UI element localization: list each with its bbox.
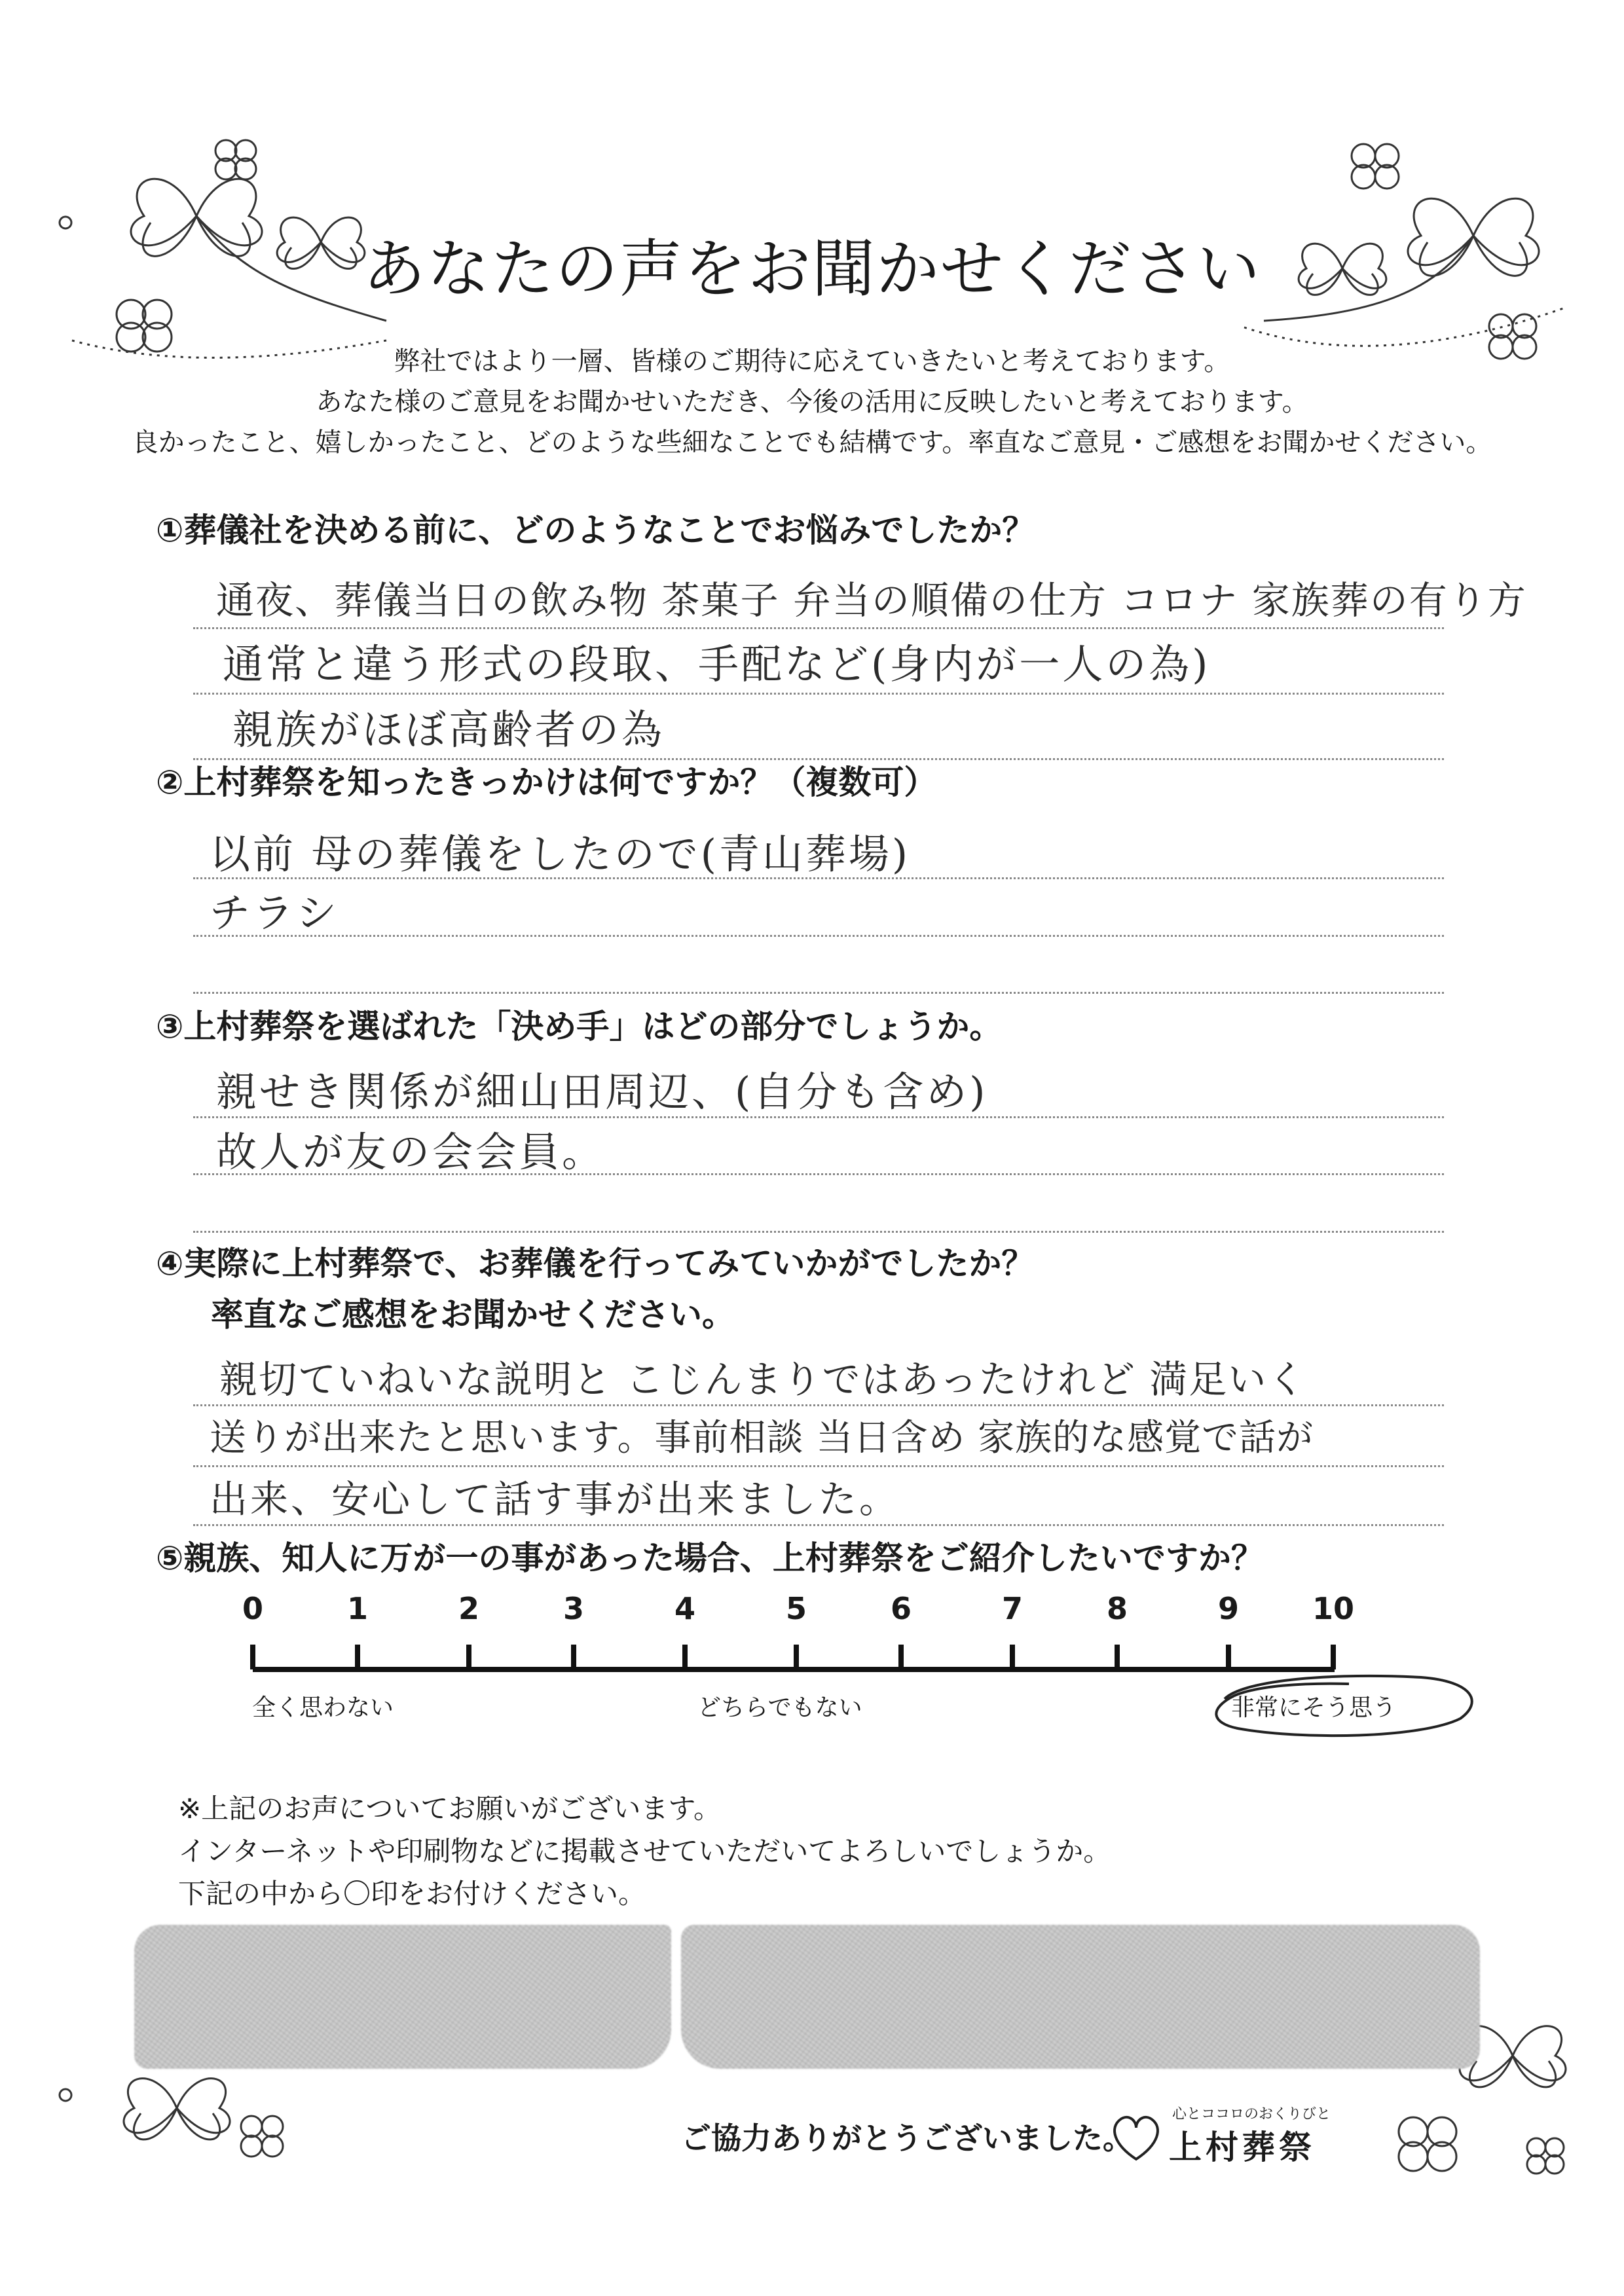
question-1-answer-3: 親族がほぼ高齢者の為 [232, 706, 665, 754]
handwritten-circle-mark [1205, 1663, 1493, 1748]
notice-line-2: インターネットや印刷物などに掲載させていただいてよろしいでしょうか。 [178, 1835, 1111, 1867]
notice-line-3: 下記の中から〇印をお付けください。 [178, 1878, 646, 1910]
scale-tick-1: 1 [346, 1591, 368, 1626]
question-1-answer-1: 通夜、葬儀当日の飲み物 茶菓子 弁当の順備の仕方 コロナ 家族葬の有り方 [216, 578, 1527, 623]
heart-logo-icon [1107, 2108, 1166, 2167]
scale-tick-3: 3 [563, 1591, 584, 1626]
question-4-answer-3: 出来、安心して話す事が出来ました。 [210, 1477, 900, 1522]
redacted-area-right [681, 1925, 1480, 2069]
notice-line-1: ※上記のお声についてお願いがございます。 [178, 1793, 721, 1825]
question-1-label: ①葬儀社を決める前に、どのようなことでお悩みでしたか？ [156, 511, 1035, 549]
question-4-answer-1: 親切ていねいな説明と こじんまりではあったけれど 満足いく [219, 1357, 1307, 1402]
brand-tagline: 心とココロのおくりびと [1172, 2106, 1331, 2123]
intro-line-3: 良かったこと、嬉しかったこと、どのような些細なことでも結構です。率直なご意見・ご感想をお聞かせください。 [132, 428, 1492, 458]
question-4-label: ④実際に上村葬祭で、お葬儀を行ってみていかがでしたか？ [156, 1245, 1035, 1283]
question-3-answer-2: 故人が友の会会員。 [216, 1128, 606, 1176]
scale-tick-2: 2 [458, 1591, 479, 1626]
page-title: あなたの声をお聞かせください [363, 232, 1261, 306]
redacted-area-left [134, 1925, 671, 2069]
question-4-sublabel: 率直なご感想をお聞かせください。 [211, 1296, 735, 1334]
scale-label-low: 全く思わない [252, 1694, 394, 1721]
scale-line [242, 1637, 1342, 1689]
scale-tick-9: 9 [1217, 1591, 1239, 1626]
intro-line-2: あなた様のご意見をお聞かせいただき、今後の活用に反映したいと考えております。 [316, 387, 1308, 417]
question-1-answer-2: 通常と違う形式の段取、手配など(身内が一人の為) [223, 640, 1211, 688]
question-2-label: ②上村葬祭を知ったきっかけは何ですか？（複数可） [156, 763, 937, 801]
scale-tick-10: 10 [1312, 1591, 1354, 1626]
scale-label-mid: どちらでもない [697, 1694, 862, 1721]
brand-name: 上村葬祭 [1169, 2128, 1316, 2166]
question-5-label: ⑤親族、知人に万が一の事があった場合、上村葬祭をご紹介したいですか？ [156, 1539, 1264, 1577]
question-3-label: ③上村葬祭を選ばれた「決め手」はどの部分でしょうか。 [156, 1008, 1003, 1046]
scale-tick-0: 0 [242, 1591, 263, 1626]
scale-tick-4: 4 [674, 1591, 695, 1626]
question-4-answer-2: 送りが出来たと思います。事前相談 当日含め 家族的な感覚で話が [210, 1417, 1314, 1459]
scale-tick-6: 6 [890, 1591, 912, 1626]
footer-thanks: ご協力ありがとうございました。 [681, 2121, 1133, 2156]
scale-label-high: 非常にそう思う [1231, 1694, 1397, 1721]
scale-tick-7: 7 [1001, 1591, 1023, 1626]
question-2-answer-1: 以前 母の葬儀をしたので(青山葬場) [210, 830, 911, 878]
question-2-answer-2: チラシ [210, 889, 340, 937]
intro-line-1: 弊社ではより一層、皆様のご期待に応えていきたいと考えております。 [394, 346, 1230, 376]
scale-tick-8: 8 [1106, 1591, 1128, 1626]
scale-tick-5: 5 [785, 1591, 807, 1626]
question-3-answer-1: 親せき関係が細山田周辺、(自分も含め) [216, 1068, 988, 1116]
